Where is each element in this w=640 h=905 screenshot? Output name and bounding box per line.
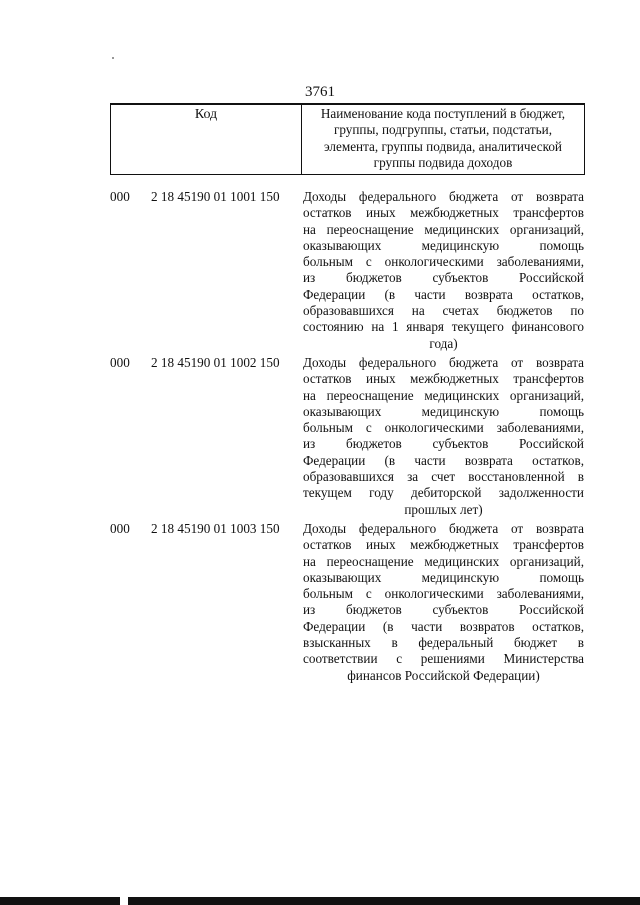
page-number: 3761 <box>305 84 335 100</box>
description-line: на переоснащение медицинских организаций, <box>303 553 584 569</box>
header-name-line: элемента, группы подвида, аналитической <box>324 138 562 154</box>
description-line: оказывающих медицинскую помощь <box>303 569 584 585</box>
description-line: образовавшихся на счетах бюджетов по <box>303 303 584 319</box>
description-line: Доходы федерального бюджета от возврата <box>303 189 584 204</box>
description-line: из бюджетов субъектов Российской <box>303 602 584 618</box>
description-line: из бюджетов субъектов Российской <box>303 270 584 286</box>
description-line: больным с онкологическими заболеваниями, <box>303 586 584 602</box>
scan-dot <box>112 57 114 59</box>
description-line: Федерации (в части возврата остатков, <box>303 286 584 302</box>
description-line: взысканных в федеральный бюджет в <box>303 635 584 651</box>
description-line: Доходы федерального бюджета от возврата <box>303 521 584 536</box>
revenue-description <box>303 355 584 518</box>
admin-code: 000 <box>110 189 130 204</box>
description-line: оказывающих медицинскую помощь <box>303 237 584 253</box>
description-line: оказывающих медицинскую помощь <box>303 403 584 419</box>
revenue-description <box>303 189 584 352</box>
description-line: Федерации (в части возврата остатков, <box>303 452 584 468</box>
description-line: состоянию на 1 января текущего финансового <box>303 319 584 335</box>
header-name-line: группы подвида доходов <box>373 154 513 170</box>
header-code-cell <box>111 105 302 174</box>
admin-code: 000 <box>110 521 130 536</box>
description-line: из бюджетов субъектов Российской <box>303 436 584 452</box>
revenue-code: 2 18 45190 01 1001 150 <box>151 189 280 204</box>
description-line: больным с онкологическими заболеваниями, <box>303 254 584 270</box>
description-line: на переоснащение медицинских организаций, <box>303 221 584 237</box>
description-line: остатков иных межбюджетных трансфертов <box>303 537 584 553</box>
description-line: на переоснащение медицинских организаций, <box>303 387 584 403</box>
header-name-line: группы, подгруппы, статьи, подстатьи, <box>333 122 553 138</box>
revenue-code: 2 18 45190 01 1002 150 <box>151 355 280 370</box>
table-header <box>110 103 585 175</box>
description-line: текущем году дебиторской задолженности <box>303 485 584 501</box>
description-line: финансов Российской Федерации) <box>347 667 540 683</box>
description-line: прошлых лет) <box>404 501 483 517</box>
description-line: соответствии с решениями Министерства <box>303 651 584 667</box>
header-name-line: Наименование кода поступлений в бюджет, <box>320 106 566 121</box>
description-line: Федерации (в части возвратов остатков, <box>303 618 584 634</box>
admin-code: 000 <box>110 355 130 370</box>
header-name-cell <box>302 105 584 174</box>
description-line: остатков иных межбюджетных трансфертов <box>303 371 584 387</box>
scan-bottom-border <box>0 897 640 905</box>
scan-bottom-border-gap <box>120 897 128 905</box>
description-line: образовавшихся за счет восстановленной в <box>303 469 584 485</box>
description-line: остатков иных межбюджетных трансфертов <box>303 205 584 221</box>
header-code-label: Код <box>194 107 218 122</box>
description-line: года) <box>429 335 458 351</box>
revenue-code: 2 18 45190 01 1003 150 <box>151 521 280 536</box>
revenue-description <box>303 521 584 684</box>
description-line: больным с онкологическими заболеваниями, <box>303 420 584 436</box>
description-line: Доходы федерального бюджета от возврата <box>303 355 584 370</box>
